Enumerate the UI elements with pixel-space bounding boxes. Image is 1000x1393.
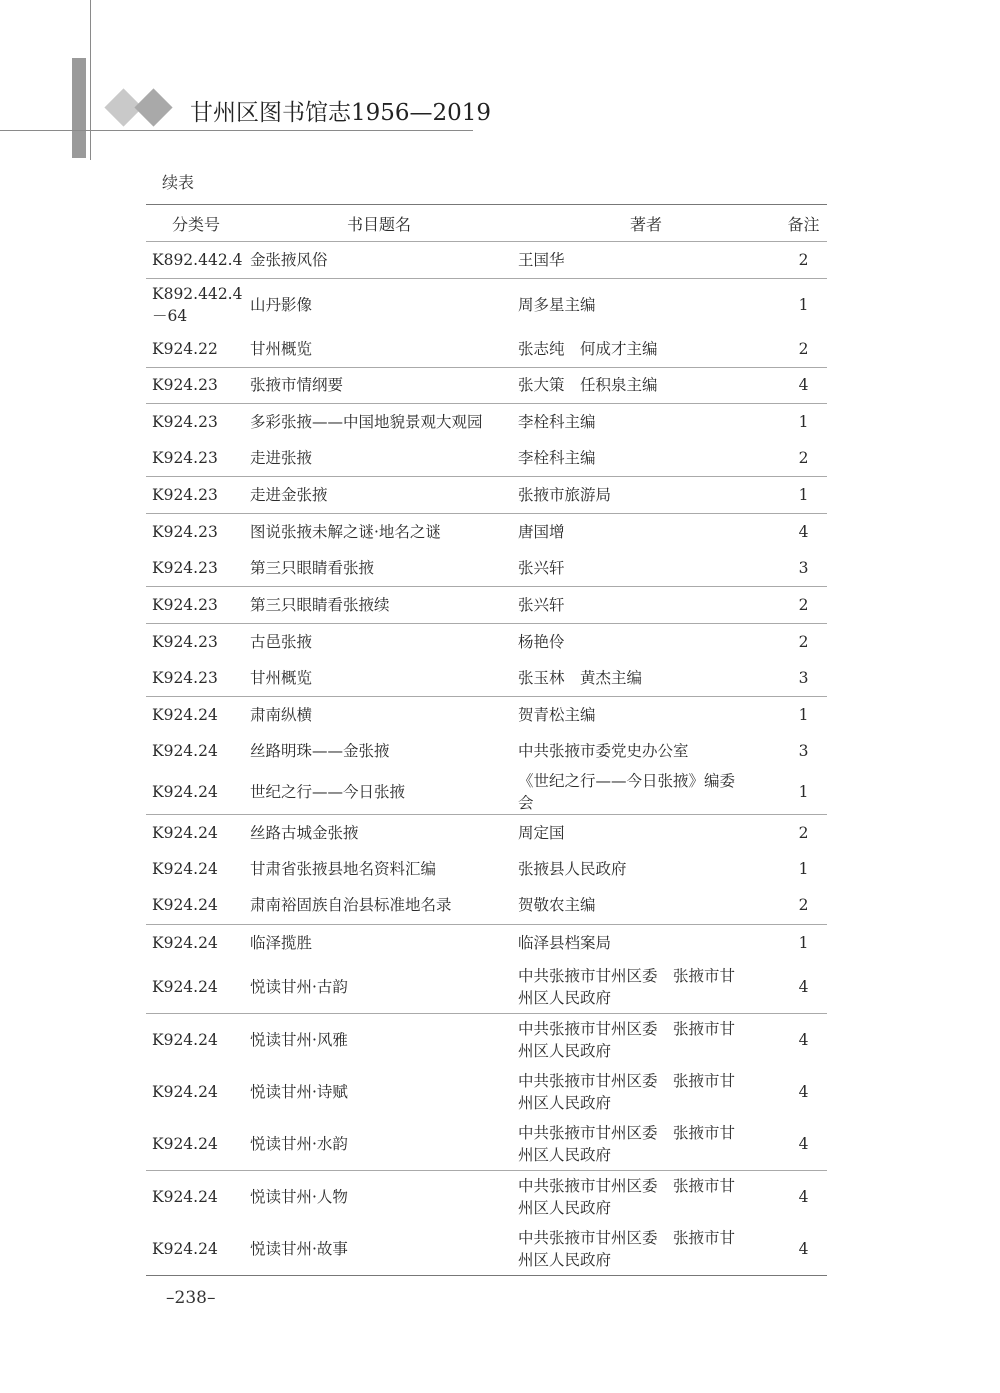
table-row [146,514,827,551]
cell-title: 甘肃省张掖县地名资料汇编 [250,860,437,879]
cell-title: 图说张掖未解之谜·地名之谜 [250,523,441,542]
cell-note: 4 [780,1118,827,1171]
cell-title: 世纪之行——今日张掖 [246,770,512,815]
cell-classification: K924.22 [146,331,246,368]
cell-note: 1 [798,706,809,725]
cell-note: 1 [798,413,809,432]
cell-classification: K924.23 [152,632,218,651]
cell-author: 贺青松主编 [518,706,596,725]
table-row [146,1171,827,1224]
cell-classification: K924.23 [146,367,246,404]
cell-author: 张兴轩 [512,587,780,624]
cell-title: 多彩张掖——中国地貌景观大观园 [250,413,483,432]
table-row [146,924,827,961]
cell-author: 张掖县人民政府 [518,860,627,879]
column-header-title: 书目题名 [246,205,512,242]
cell-author: 中共张掖市甘州区委 张掖市甘州区人民政府 [512,1118,780,1171]
cell-classification: K924.23 [146,550,246,587]
cell-note: 2 [780,440,827,477]
cell-note: 4 [780,961,827,1014]
cell-classification: K892.442.4 －64 [152,284,243,325]
cell-classification: K924.24 [152,860,218,879]
cell-author: 张兴轩 [512,550,780,587]
cell-classification: K924.23 [152,413,218,432]
column-header-author: 著者 [512,205,780,242]
cell-title: 临泽揽胜 [250,933,313,952]
cell-author: 中共张掖市甘州区委 张掖市甘州区人民政府 [512,961,780,1014]
cell-note: 2 [780,331,827,368]
header-diamond-icon [100,88,190,128]
cell-title: 第三只眼睛看张掖续 [246,587,512,624]
cell-author: 张大策 任积泉主编 [512,367,780,404]
cell-title: 第三只眼睛看张掖 [246,550,512,587]
table-row [146,887,827,924]
running-header-title: 甘州区图书馆志1956—2019 [190,100,492,126]
header-rule [0,130,473,131]
cell-note: 1 [780,477,827,514]
cell-author: 张玉林 黄杰主编 [512,660,780,697]
cell-title: 悦读甘州·诗赋 [250,1082,348,1101]
cell-classification: K924.24 [152,706,218,725]
cell-title: 悦读甘州·风雅 [250,1030,348,1049]
cell-title: 古邑张掖 [250,632,313,651]
cell-title: 丝路明珠——金张掖 [250,742,390,761]
cell-note: 3 [798,742,809,761]
cell-title: 悦读甘州·故事 [250,1240,348,1259]
cell-author: 中共张掖市甘州区委 张掖市甘州区人民政府 [518,1177,736,1218]
cell-note: 4 [798,1240,809,1259]
cell-title: 悦读甘州·水韵 [246,1118,512,1171]
margin-vertical-rule [90,0,91,160]
cell-note: 1 [798,933,809,952]
cell-title: 金张掖风俗 [246,242,512,279]
cell-classification: K924.24 [152,742,218,761]
cell-classification: K924.24 [152,1188,218,1207]
cell-classification: K924.24 [146,1118,246,1171]
cell-classification: K892.442.4 [146,242,246,279]
cell-note: 2 [798,632,809,651]
cell-author: 周定国 [518,823,565,842]
cell-author: 张志纯 何成才主编 [512,331,780,368]
cell-title: 肃南裕固族自治县标准地名录 [246,887,512,924]
table-row [146,587,827,624]
cell-title: 走进金张掖 [246,477,512,514]
cell-classification: K924.23 [146,587,246,624]
cell-classification: K924.24 [152,823,218,842]
table-header-row [146,205,827,242]
cell-author: 中共张掖市甘州区委 张掖市甘州区人民政府 [518,1229,736,1270]
cell-note: 4 [798,1082,809,1101]
cell-author: 中共张掖市甘州区委 张掖市甘州区人民政府 [518,1071,736,1112]
table-row [146,278,827,331]
cell-note: 2 [780,242,827,279]
table-row [146,440,827,477]
cell-classification: K924.23 [146,660,246,697]
cell-title: 悦读甘州·人物 [250,1188,348,1207]
cell-note: 4 [798,1188,809,1207]
cell-author: 中共张掖市委党史办公室 [518,742,689,761]
cell-author: 《世纪之行——今日张掖》编委会 [512,770,780,815]
cell-author: 李栓科主编 [512,440,780,477]
table-row [146,1066,827,1119]
cell-classification: K924.24 [152,1082,218,1101]
cell-note: 3 [780,660,827,697]
table-row [146,851,827,888]
cell-classification: K924.24 [146,887,246,924]
cell-classification: K924.23 [152,523,218,542]
cell-note: 4 [798,523,809,542]
cell-title: 张掖市情纲要 [246,367,512,404]
table-row [146,404,827,441]
page-number: –238– [166,1288,216,1308]
book-catalog-table [146,204,827,1276]
cell-note: 2 [780,587,827,624]
cell-note: 4 [780,367,827,404]
cell-note: 4 [798,1030,809,1049]
table-row [146,367,827,404]
cell-classification: K924.24 [152,933,218,952]
cell-author: 杨艳伶 [518,632,565,651]
cell-author: 临泽县档案局 [518,933,612,952]
cell-author: 李栓科主编 [518,413,596,432]
table-row [146,477,827,514]
cell-classification: K924.23 [146,440,246,477]
table-row [146,961,827,1014]
margin-gray-bar [72,58,86,158]
cell-note: 1 [798,860,809,879]
cell-note: 1 [780,770,827,815]
table-row [146,1118,827,1171]
cell-title: 甘州概览 [246,331,512,368]
table-row [146,550,827,587]
table-row [146,623,827,660]
cell-title: 山丹影像 [250,295,313,314]
cell-author: 张掖市旅游局 [512,477,780,514]
cell-author: 贺敬农主编 [512,887,780,924]
cell-title: 甘州概览 [246,660,512,697]
cell-author: 中共张掖市甘州区委 张掖市甘州区人民政府 [518,1019,736,1060]
cell-classification: K924.23 [146,477,246,514]
cell-classification: K924.24 [152,1240,218,1259]
cell-title: 丝路古城金张掖 [250,823,359,842]
table-row [146,697,827,734]
table-row [146,733,827,770]
cell-note: 2 [798,823,809,842]
cell-title: 悦读甘州·古韵 [246,961,512,1014]
column-header-classification: 分类号 [146,205,246,242]
table-row [146,331,827,368]
table-row [146,242,827,279]
cell-note: 1 [798,295,809,314]
table-row [146,660,827,697]
table-row [146,814,827,851]
cell-classification: K924.24 [152,1030,218,1049]
cell-author: 王国华 [512,242,780,279]
cell-classification: K924.24 [146,961,246,1014]
cell-title: 肃南纵横 [250,706,313,725]
table-continued-caption: 续表 [162,173,195,192]
table-row [146,1013,827,1066]
cell-note: 2 [780,887,827,924]
cell-author: 唐国增 [518,523,565,542]
cell-author: 周多星主编 [518,295,596,314]
column-header-note: 备注 [780,205,827,242]
table-row [146,1223,827,1276]
cell-note: 3 [780,550,827,587]
table-row [146,770,827,815]
cell-title: 走进张掖 [246,440,512,477]
cell-classification: K924.24 [146,770,246,815]
